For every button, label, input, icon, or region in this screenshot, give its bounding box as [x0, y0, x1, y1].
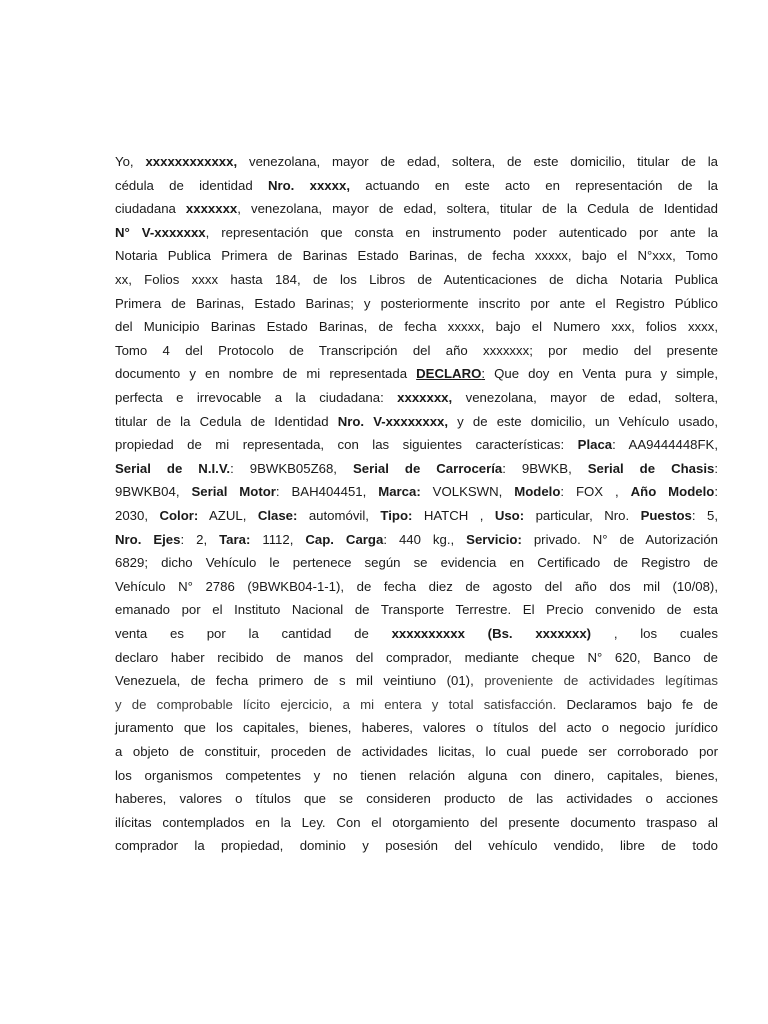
document-line — [115, 343, 718, 359]
text-segment: Primera de Barinas, Estado Barinas; y posteriormente inscrito por ante el Registro Público — [115, 295, 718, 311]
bold-text-segment: Placa — [577, 437, 613, 453]
text-segment: xx, Folios xxxx hasta 184, de los Libros de Autenticaciones de dicha Notaria Publica — [115, 272, 718, 287]
text-segment: declaro haber recibido de manos del comprador, mediante cheque N° 620, Banco de — [115, 649, 718, 665]
text-segment: cédula de identidad — [115, 177, 268, 193]
document-line — [115, 414, 718, 430]
document-line — [115, 225, 718, 241]
bold-text-segment: xxxxxxx — [185, 201, 238, 217]
document-line — [115, 248, 718, 264]
document-line — [115, 744, 718, 760]
document-line — [115, 673, 718, 689]
bold-text-segment: Nro. Ejes — [115, 531, 181, 547]
text-segment: : 5, — [691, 508, 718, 523]
text-segment: emanado por el Instituto Nacional de Transporte Terrestre. El Precio convenido de esta — [115, 602, 718, 618]
text-segment: : — [481, 366, 486, 382]
document-line — [115, 697, 718, 713]
bold-text-segment: Cap. Carga — [305, 531, 384, 547]
text-segment: HATCH , — [412, 508, 495, 523]
text-segment: y de comprobable lícito ejercicio, a mi entera y total satisfacción. — [115, 696, 557, 712]
text-segment: 1112, — [250, 531, 306, 547]
document-line — [115, 366, 718, 382]
text-segment: : 9BWKB05Z68, — [230, 460, 353, 476]
document-line — [115, 201, 718, 217]
text-segment: VOLKSWN, — [420, 484, 515, 500]
bold-text-segment: Servicio: — [466, 531, 522, 547]
text-segment: venezolana, mayor de edad, soltera, — [452, 390, 718, 405]
bold-text-segment: Marca: — [378, 484, 421, 500]
bold-text-segment: Tipo: — [380, 508, 413, 523]
bold-text-segment: Serial de Chasis — [587, 460, 715, 476]
text-segment: privado. N° de Autorización — [521, 531, 718, 547]
document-line — [115, 461, 718, 477]
document-line — [115, 650, 718, 666]
document-line — [115, 319, 718, 335]
text-segment: Vehículo N° 2786 (9BWKB04-1-1), de fecha diez de agosto del año dos mil (10/08), — [115, 578, 718, 594]
text-segment: comprador la propiedad, dominio y posesión del vehículo vendido, libre de todo — [115, 838, 718, 854]
text-segment: , venezolana, mayor de edad, soltera, titular de la Cedula de Identidad — [237, 201, 718, 217]
text-segment: , representación que consta en instrumento poder autenticado por ante la — [205, 224, 718, 240]
document-line — [115, 768, 718, 784]
text-segment: y de este domicilio, un Vehículo usado, — [448, 413, 718, 429]
text-segment: : — [714, 460, 718, 476]
text-segment: Venezuela, de fecha primero de s mil veintiuno (01), — [115, 673, 485, 689]
document-line — [115, 508, 718, 524]
text-segment: ciudadana — [115, 201, 186, 217]
bold-text-segment: xxxxxxx, — [397, 390, 453, 405]
document-line — [115, 626, 718, 642]
bold-text-segment: Nro. V-xxxxxxxx, — [337, 413, 449, 429]
text-segment: juramento que los capitales, bienes, haberes, valores o títulos del acto o negocio jurídico — [115, 720, 718, 736]
text-segment: documento y en nombre de mi representada — [115, 366, 417, 382]
bold-text-segment: Color: — [159, 508, 199, 523]
text-segment: venezolana, mayor de edad, soltera, de este domicilio, titular de la — [237, 154, 718, 169]
document-line — [115, 838, 718, 854]
bold-text-segment: xxxxxxxxxxxx, — [145, 154, 238, 169]
bold-text-segment: Nro. xxxxx, — [267, 177, 350, 193]
document-line — [115, 272, 718, 288]
document-line — [115, 602, 718, 618]
text-segment: haberes, valores o títulos que se consideren producto de las actividades o acciones — [115, 791, 718, 807]
text-segment: ilícitas contemplados en la Ley. Con el otorgamiento del presente documento traspaso al — [115, 814, 718, 830]
text-segment: automóvil, — [297, 508, 381, 523]
document-line — [115, 720, 718, 736]
text-segment: 9BWKB04, — [115, 484, 192, 500]
text-segment: AZUL, — [198, 508, 258, 523]
text-segment: actuando en este acto en representación de la — [349, 177, 719, 193]
text-segment: los organismos competentes y no tienen relación alguna con dinero, capitales, bienes, — [115, 767, 718, 783]
text-segment: Yo, — [115, 154, 146, 169]
text-segment: titular de la Cedula de Identidad — [115, 413, 338, 429]
text-segment: Notaria Publica Primera de Barinas Estado Barinas, de fecha xxxxx, bajo el N°xxx, Tomo — [115, 248, 718, 264]
document-line — [115, 296, 718, 312]
bold-text-segment: Año Modelo — [630, 484, 715, 500]
text-segment: : BAH404451, — [275, 484, 379, 500]
bold-text-segment: N° V-xxxxxxx — [115, 224, 206, 240]
text-segment: Tomo 4 del Protocolo de Transcripción del año xxxxxxx; por medio del presente — [115, 342, 718, 358]
text-segment: : — [714, 484, 719, 500]
bold-text-segment: DECLARO — [416, 366, 482, 382]
text-segment: proveniente de actividades legítimas — [484, 673, 718, 689]
text-segment: 2030, — [115, 508, 160, 523]
document-line — [115, 154, 718, 170]
text-segment: Declaramos bajo fe de — [556, 696, 718, 712]
text-segment: : 9BWKB, — [502, 460, 588, 476]
text-segment: : AA9444448FK, — [612, 437, 719, 453]
document-line — [115, 579, 718, 595]
text-segment: Que doy en Venta pura y simple, — [485, 366, 718, 382]
bold-text-segment: Modelo — [514, 484, 561, 500]
document-line — [115, 178, 718, 194]
text-segment: : 440 kg., — [383, 531, 467, 547]
bold-text-segment: Serial Motor — [191, 484, 276, 500]
text-segment: particular, Nro. — [524, 508, 641, 523]
text-segment: , los cuales — [591, 626, 718, 641]
text-segment: venta es por la cantidad de — [115, 626, 392, 641]
text-segment: perfecta e irrevocable a la ciudadana: — [115, 390, 398, 405]
bold-text-segment: Clase: — [257, 508, 298, 523]
bold-text-segment: Serial de N.I.V. — [115, 460, 231, 476]
bold-text-segment: Uso: — [494, 508, 525, 523]
text-segment: del Municipio Barinas Estado Barinas, de fecha xxxxx, bajo el Numero xxx, folios xxxx, — [115, 319, 718, 335]
text-segment: a objeto de constituir, proceden de actividades licitas, lo cual puede ser corroborado por — [115, 744, 718, 759]
document-line — [115, 791, 718, 807]
document-line — [115, 390, 718, 406]
bold-text-segment: Tara: — [219, 531, 251, 547]
document-line — [115, 815, 718, 831]
document-line — [115, 532, 718, 548]
document-line — [115, 437, 718, 453]
text-segment: : 2, — [180, 531, 220, 547]
text-segment: : FOX , — [560, 484, 631, 500]
bold-text-segment: xxxxxxxxxx (Bs. xxxxxxx) — [391, 626, 592, 641]
text-segment: propiedad de mi representada, con las siguientes características: — [115, 437, 578, 453]
document-line — [115, 555, 718, 571]
document-line — [115, 484, 718, 500]
bold-text-segment: Puestos — [640, 508, 692, 523]
bold-text-segment: Serial de Carrocería — [352, 460, 503, 476]
text-segment: 6829; dicho Vehículo le pertenece según se evidencia en Certificado de Registro de — [115, 555, 718, 571]
